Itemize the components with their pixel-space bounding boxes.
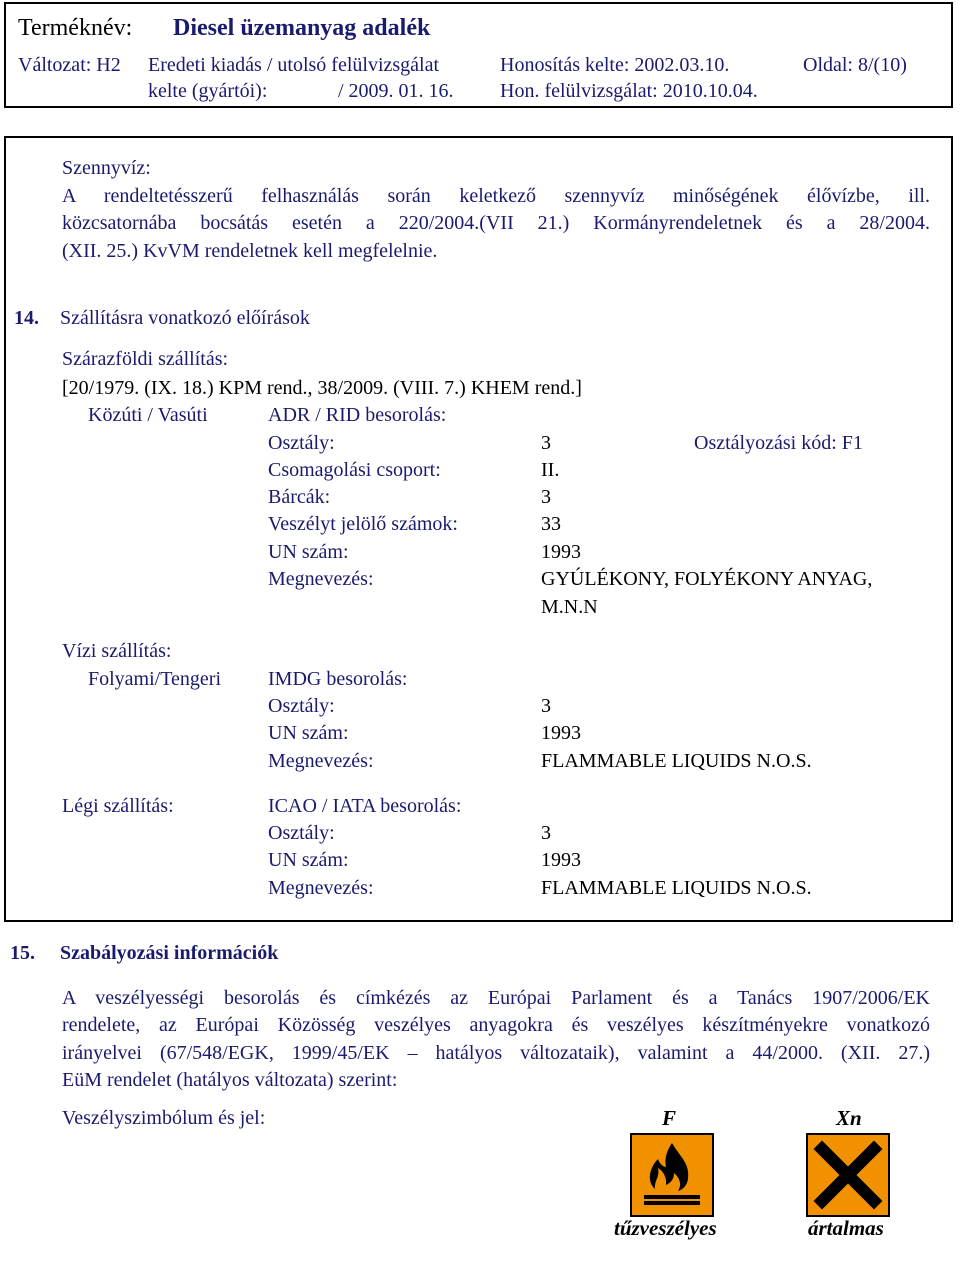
local-review-date: Hon. felülvizsgálat: 2010.10.04.	[500, 80, 758, 102]
air-class-value: 3	[541, 822, 551, 844]
product-label: Terméknév:	[18, 15, 133, 41]
symbols-label: Veszélyszimbólum és jel:	[62, 1107, 266, 1129]
air-heading: Légi szállítás:	[62, 795, 174, 817]
water-name-label: Megnevezés:	[268, 750, 374, 772]
product-name: Diesel üzemanyag adalék	[173, 15, 431, 41]
original-issue-date: / 2009. 01. 16.	[338, 80, 454, 102]
regulation-line2: rendelete, az Európai Közösség veszélyes anyagokra és veszélyes készítményekre vonatkozó	[62, 1014, 930, 1036]
symbol-f-code: F	[662, 1106, 677, 1130]
section-divider	[4, 920, 953, 922]
air-un-label: UN szám:	[268, 849, 349, 871]
wastewater-line2: közcsatornába bocsátás esetén a 220/2004.(VII 21.) Kormányrendeletnek és a 28/2004.	[62, 212, 930, 234]
water-classification: IMDG besorolás:	[268, 668, 408, 690]
land-name-line2: M.N.N	[541, 596, 598, 618]
regulation-line1: A veszélyességi besorolás és címkézés az Európai Parlament és a Tanács 1907/2006/EK	[62, 987, 930, 1009]
land-un-value: 1993	[541, 541, 581, 563]
page-number: Oldal: 8/(10)	[803, 54, 907, 76]
localization-date: Honosítás kelte: 2002.03.10.	[500, 54, 730, 76]
land-class-label: Osztály:	[268, 432, 335, 454]
air-class-label: Osztály:	[268, 822, 335, 844]
symbol-xn-code: Xn	[836, 1106, 862, 1130]
water-mode: Folyami/Tengeri	[88, 668, 222, 690]
land-packing-label: Csomagolási csoport:	[268, 459, 441, 481]
land-mode: Közúti / Vasúti	[88, 404, 208, 426]
section14-title: Szállításra vonatkozó előírások	[60, 307, 310, 329]
wastewater-line3: (XII. 25.) KvVM rendeletnek kell megfelelnie.	[62, 240, 438, 262]
air-name-label: Megnevezés:	[268, 877, 374, 899]
water-name-value: FLAMMABLE LIQUIDS N.O.S.	[541, 750, 812, 772]
flame-icon	[630, 1133, 714, 1217]
section14-number: 14.	[14, 307, 39, 329]
land-hazard-no-label: Veszélyt jelölő számok:	[268, 513, 458, 535]
symbol-xn-caption: ártalmas	[808, 1216, 884, 1240]
symbol-f-caption: tűzveszélyes	[614, 1216, 717, 1240]
water-un-value: 1993	[541, 722, 581, 744]
water-class-value: 3	[541, 695, 551, 717]
land-class-value: 3	[541, 432, 551, 454]
water-class-label: Osztály:	[268, 695, 335, 717]
land-labels-value: 3	[541, 486, 551, 508]
water-heading: Vízi szállítás:	[62, 640, 172, 662]
land-name-line1: GYÚLÉKONY, FOLYÉKONY ANYAG,	[541, 568, 873, 590]
land-labels-label: Bárcák:	[268, 486, 331, 508]
air-un-value: 1993	[541, 849, 581, 871]
wastewater-line1: A rendeltetésszerű felhasználás során keletkező szennyvíz minőségének élővízbe, ill.	[62, 185, 930, 207]
land-hazard-no-value: 33	[541, 513, 561, 535]
original-issue-line1: Eredeti kiadás / utolsó felülvizsgálat	[148, 54, 440, 76]
land-heading: Szárazföldi szállítás:	[62, 348, 229, 370]
land-classification: ADR / RID besorolás:	[268, 404, 447, 426]
land-regulation: [20/1979. (IX. 18.) KPM rend., 38/2009. (VIII. 7.) KHEM rend.]	[62, 377, 582, 399]
land-name-label: Megnevezés:	[268, 568, 374, 590]
air-classification: ICAO / IATA besorolás:	[268, 795, 462, 817]
version: Változat: H2	[18, 54, 121, 76]
regulation-line3: irányelvei (67/548/EGK, 1999/45/EK – hatályos változataik), valamint a 44/2000. (XII. 27.)	[62, 1042, 930, 1064]
land-class-code: Osztályozási kód: F1	[694, 432, 863, 454]
section15-title: Szabályozási információk	[60, 942, 279, 964]
wastewater-heading: Szennyvíz:	[62, 157, 151, 179]
water-un-label: UN szám:	[268, 722, 349, 744]
cross-icon	[806, 1133, 890, 1217]
original-issue-line2: kelte (gyártói):	[148, 80, 268, 102]
land-un-label: UN szám:	[268, 541, 349, 563]
land-packing-value: II.	[541, 459, 560, 481]
air-name-value: FLAMMABLE LIQUIDS N.O.S.	[541, 877, 812, 899]
regulation-line4: EüM rendelet (hatályos változata) szerint:	[62, 1069, 398, 1091]
section15-number: 15.	[10, 942, 35, 964]
